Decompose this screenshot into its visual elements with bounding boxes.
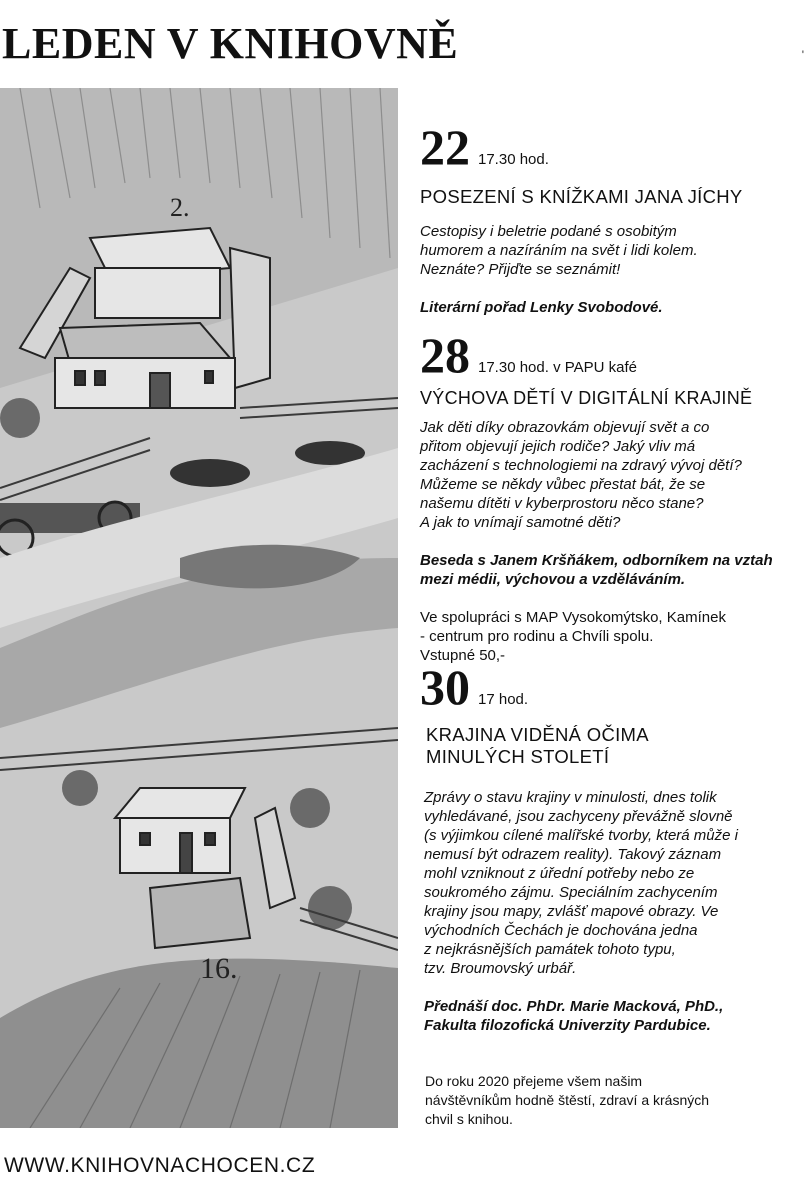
description-line: A jak to vnímají samotné děti?	[420, 513, 621, 531]
event-time: 17.30 hod. v PAPU kafé	[478, 359, 637, 376]
description-line: Můžeme se někdy vůbec přestat bát, že se	[420, 475, 706, 493]
event-date-row	[420, 659, 805, 715]
description-line: Zprávy o stavu krajiny v minulosti, dnes tolik	[424, 789, 717, 807]
description-line: našemu dítěti v kyberprostoru něco stane?	[420, 494, 704, 512]
wish-line: chvil s knihou.	[425, 1111, 513, 1127]
map-drawing	[0, 88, 398, 1128]
event-date-row	[420, 119, 805, 175]
description-line: mohl vzniknout z úřední potřeby nebo ze	[424, 865, 695, 883]
event-title: VÝCHOVA DĚTÍ V DIGITÁLNÍ KRAJINĚ	[420, 388, 753, 408]
description-line: tzv. Broumovský urbář.	[424, 960, 577, 978]
event-day: 28	[420, 327, 470, 383]
description-line: zacházení s technologiemi na zdravý vývoj dětí?	[420, 456, 742, 474]
partner-line: Ve spolupráci s MAP Vysokomýtsko, Kamínek	[420, 608, 726, 626]
description-line: přitom objevují jejich rodiče? Jaký vliv má	[420, 437, 696, 455]
description-line: Jak děti díky obrazovkám objevují svět a co	[420, 418, 710, 436]
historical-map-illustration	[0, 88, 398, 1128]
event-speaker	[420, 551, 805, 589]
event-time: 17 hod.	[478, 691, 529, 708]
event-28	[420, 327, 805, 665]
map-label-top: 2.	[170, 193, 190, 222]
map-label-bottom: 16.	[200, 952, 238, 985]
page-title: LEDEN V KNIHOVNĚ	[2, 19, 459, 68]
title-line: KRAJINA VIDĚNÁ OČIMA	[426, 724, 649, 745]
description-line: nemusí být odrazem reality). Takový záznam	[424, 846, 722, 864]
speaker-line: Fakulta filozofická Univerzity Pardubice.	[424, 1017, 711, 1035]
admission-line: Vstupné 50,-	[420, 646, 506, 664]
event-30	[420, 659, 805, 1035]
wish-line: návštěvníkům hodně štěstí, zdraví a krásných	[425, 1092, 710, 1108]
event-partners	[420, 608, 805, 665]
event-speaker: Literární pořad Lenky Svobodové.	[420, 299, 663, 317]
description-line: Neznáte? Přijďte se seznámit!	[420, 261, 621, 279]
description-line: (s výjimkou cílené malířské tvorby, která může i	[424, 827, 738, 845]
event-description	[420, 418, 805, 532]
event-day: 22	[420, 119, 470, 175]
event-description	[420, 222, 805, 279]
event-title	[426, 724, 805, 768]
speaker-line: mezi médii, výchovou a vzděláváním.	[420, 570, 686, 588]
event-title: POSEZENÍ S KNÍŽKAMI JANA JÍCHY	[420, 186, 743, 207]
description-line: humorem a nazíráním na svět i lidi kolem.	[420, 242, 698, 260]
speaker-line: Přednáší doc. PhDr. Marie Macková, PhD.,	[424, 998, 724, 1016]
wish-line: Do roku 2020 přejeme všem našim	[425, 1073, 643, 1089]
event-date-row	[420, 327, 805, 383]
corner-mark: '	[801, 48, 804, 62]
event-22	[420, 119, 805, 317]
new-year-wish	[425, 1072, 785, 1129]
event-speaker	[424, 997, 805, 1035]
description-line: Cestopisy i beletrie podané s osobitým	[420, 223, 677, 241]
website-url: WWW.KNIHOVNACHOCEN.CZ	[4, 1154, 316, 1177]
description-line: krajiny jsou mapy, zvlášť mapové obrazy. Ve	[424, 903, 719, 921]
description-line: z nejkrásnějších památek tohoto typu,	[424, 941, 676, 959]
description-line: vyhledávané, jsou zachyceny převážně slovně	[424, 808, 733, 826]
description-line: východních Čechách je dochována jedna	[424, 922, 698, 940]
title-line: MINULÝCH STOLETÍ	[426, 746, 610, 768]
description-line: soukromého zájmu. Speciálním zachycením	[424, 884, 718, 902]
event-description	[424, 788, 805, 978]
partner-line: - centrum pro rodinu a Chvíli spolu.	[420, 627, 654, 645]
event-time: 17.30 hod.	[478, 151, 549, 168]
speaker-line: Beseda s Janem Kršňákem, odborníkem na vztah	[420, 551, 773, 569]
event-day: 30	[420, 659, 470, 715]
